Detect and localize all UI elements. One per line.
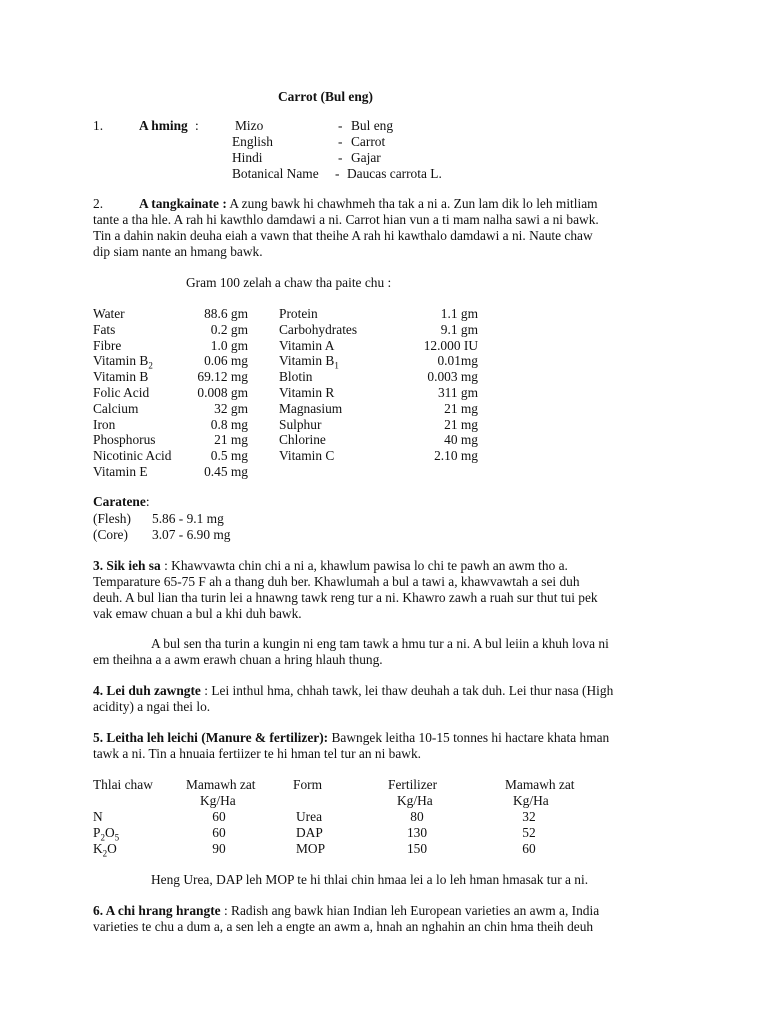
section-3-line: Temparature 65-75 F ah a thang duh ber. Khawlumah a bul a tawi a, khawvawtah a sei duh bbox=[93, 574, 580, 589]
subscript: 2 bbox=[148, 361, 153, 372]
caratene-key: (Core) bbox=[93, 527, 128, 542]
name-dash: - bbox=[338, 150, 343, 165]
name-value: Bul eng bbox=[351, 118, 394, 133]
nutrient-value: 0.06 mg bbox=[204, 353, 248, 369]
nutrient-label: Vitamin C bbox=[279, 448, 335, 464]
caratene-value: 5.86 - 9.1 mg bbox=[152, 511, 224, 526]
section-1-number: 1. bbox=[93, 118, 104, 133]
nutrient-name bbox=[93, 385, 149, 401]
caratene-key: (Flesh) bbox=[93, 511, 131, 526]
subscript: 1 bbox=[334, 361, 339, 372]
nutrient-name bbox=[279, 369, 312, 385]
nutrient-name bbox=[279, 385, 334, 401]
nutrient-value: 1.0 gm bbox=[210, 337, 248, 353]
fertilizer-requirement-2: 60 bbox=[522, 841, 536, 856]
nutrient-value: 21 mg bbox=[214, 432, 248, 448]
section-3-line: vak emaw chuan a bul a khi duh bawk. bbox=[93, 606, 302, 621]
nutrient-symbol: O bbox=[104, 825, 115, 840]
nutrient-symbol: O bbox=[107, 841, 117, 856]
section-2-text: A zung bawk hi chawhmeh tha tak a ni a. Zun lam dik lo leh mitliam bbox=[229, 196, 598, 211]
nutrient-label: Phosphorus bbox=[93, 432, 156, 448]
nutrient-name bbox=[93, 464, 148, 480]
fertilizer-note: Heng Urea, DAP leh MOP te hi thlai chin hmaa lei a lo leh hman hmasak tur a ni. bbox=[151, 872, 589, 887]
nutrient-value: 0.45 mg bbox=[204, 464, 248, 479]
nutrient-value: 311 gm bbox=[437, 385, 478, 400]
nutrient-value: 32 gm bbox=[214, 400, 248, 416]
section-2-first-line bbox=[139, 196, 598, 212]
nutrient-value: 21 mg bbox=[444, 416, 478, 432]
nutrient-name bbox=[93, 306, 125, 322]
fertilizer-header: Form bbox=[293, 777, 323, 792]
nutrient-label: Vitamin B bbox=[93, 369, 149, 385]
fertilizer-subheader: Kg/Ha bbox=[200, 793, 236, 808]
nutrient-label: Chlorine bbox=[279, 432, 326, 448]
nutrient-label: Water bbox=[93, 306, 125, 321]
caratene-heading-line: Caratene: bbox=[93, 494, 150, 509]
name-dash: - bbox=[338, 118, 343, 133]
name-key: Hindi bbox=[232, 150, 263, 165]
nutrient-label: Sulphur bbox=[279, 416, 322, 432]
nutrient-name bbox=[279, 448, 334, 464]
nutrient-value: 9.1 gm bbox=[440, 321, 478, 337]
subscript: 2 bbox=[102, 848, 108, 859]
nutrient-value: 88.6 gm bbox=[204, 306, 248, 321]
section-5-line: tawk a ni. Tin a hnuaia fertiizer te hi hman tel tur an ni bawk. bbox=[93, 746, 421, 761]
fertilizer-amount: 150 bbox=[406, 841, 428, 856]
nutrient-value: 12.000 IU bbox=[423, 337, 478, 353]
name-key: Mizo bbox=[235, 118, 264, 133]
nutrient-name bbox=[279, 338, 334, 354]
name-value: Daucas carrota L. bbox=[347, 166, 442, 181]
fertilizer-nutrient bbox=[93, 841, 117, 862]
nutrient-value: 69.12 mg bbox=[197, 369, 248, 385]
fertilizer-requirement: 60 bbox=[212, 825, 226, 840]
nutrient-label: Vitamin E bbox=[93, 464, 148, 479]
fertilizer-header: Thlai chaw bbox=[93, 777, 153, 792]
nutrient-value: 0.2 gm bbox=[210, 321, 248, 337]
nutrient-label: Fibre bbox=[93, 337, 122, 353]
nutrient-name bbox=[279, 417, 321, 433]
name-key: English bbox=[232, 134, 273, 149]
section-6-heading: 6. A chi hrang hrangte bbox=[93, 903, 221, 918]
nutrient-label: Fats bbox=[93, 321, 116, 337]
name-key: Botanical Name bbox=[232, 166, 319, 181]
fertilizer-header: Mamawh zat bbox=[186, 777, 256, 792]
nutrient-symbol: P bbox=[93, 825, 101, 840]
nutrient-name bbox=[279, 322, 357, 338]
nutrient-name bbox=[93, 401, 138, 417]
page-title: Carrot (Bul eng) bbox=[278, 89, 373, 104]
nutrient-name bbox=[93, 338, 121, 354]
section-2-line: Tin a dahin nakin deuha eiah a vawn that theihe A rah hi kawthalo damdawi a ni. Naute chaw bbox=[93, 228, 593, 243]
section-3-para2-line: A bul sen tha turin a kungin ni eng tam tawk a hmu tur a ni. A bul leiin a khuh lova ni bbox=[151, 636, 609, 651]
section-3-para2-line: em theihna a a awm erawh chuan a hring hlauh thung. bbox=[93, 652, 383, 667]
section-2-line: dip siam nante an hmang bawk. bbox=[93, 244, 263, 259]
section-3-first-line bbox=[93, 558, 568, 574]
nutrient-value: 1.1 gm bbox=[440, 306, 478, 321]
nutrient-label: Vitamin R bbox=[279, 385, 335, 400]
nutrient-label: Magnasium bbox=[279, 400, 343, 416]
section-6-line: varieties te chu a dum a, a sen leh a engte an awm a, hnah an nghahin an chin hma theih deuh bbox=[93, 919, 594, 934]
section-4-first-line bbox=[93, 683, 613, 699]
fertilizer-subheader: Kg/Ha bbox=[397, 793, 433, 808]
nutrient-value: 0.5 mg bbox=[210, 448, 248, 464]
section-4-text: : Lei inthul hma, chhah tawk, lei thaw deuhah a tak duh. Lei thur nasa (High bbox=[204, 683, 614, 698]
fertilizer-form: MOP bbox=[296, 841, 326, 856]
fertilizer-nutrient bbox=[93, 809, 103, 825]
nutrient-name bbox=[93, 432, 156, 448]
section-2-line: tante a tha hle. A rah hi kawthlo damdawi a ni. Carrot hian vun a ti mam nalha sawi a ni bawk. bbox=[93, 212, 599, 227]
nutrient-name bbox=[279, 306, 318, 322]
fertilizer-amount: 80 bbox=[410, 809, 424, 824]
nutrient-label: Vitamin B bbox=[93, 353, 149, 369]
section-1-colon: : bbox=[195, 118, 199, 133]
nutrient-label: Blotin bbox=[279, 369, 313, 385]
section-5-first-line bbox=[93, 730, 609, 746]
nutrient-name bbox=[93, 322, 115, 338]
section-1-heading: A hming bbox=[139, 118, 188, 133]
section-4-heading: 4. Lei duh zawngte bbox=[93, 683, 201, 698]
name-value: Gajar bbox=[351, 150, 381, 165]
name-value: Carrot bbox=[351, 134, 386, 149]
nutrient-name bbox=[93, 369, 148, 385]
section-3-text: : Khawvawta chin chi a ni a, khawlum pawisa lo chi te pawh an awm tho a. bbox=[164, 558, 568, 573]
nutrient-name bbox=[279, 432, 326, 448]
nutrient-label: Iron bbox=[93, 416, 116, 432]
nutrient-label: Calcium bbox=[93, 400, 139, 416]
fertilizer-requirement-2: 32 bbox=[522, 809, 536, 824]
fertilizer-header: Fertilizer bbox=[388, 777, 438, 792]
fertilizer-header: Mamawh zat bbox=[505, 777, 575, 792]
nutrient-value: 2.10 mg bbox=[434, 448, 478, 464]
section-6-text: : Radish ang bawk hian Indian leh European varieties an awm a, India bbox=[223, 903, 600, 918]
nutrient-label: Protein bbox=[279, 306, 318, 321]
caratene-value: 3.07 - 6.90 mg bbox=[152, 527, 231, 542]
fertilizer-subheader: Kg/Ha bbox=[513, 793, 549, 808]
nutrient-value: 0.003 mg bbox=[427, 369, 478, 385]
subscript: 5 bbox=[114, 832, 120, 843]
fertilizer-requirement: 90 bbox=[212, 841, 226, 856]
nutrient-label: Vitamin A bbox=[279, 337, 335, 353]
fertilizer-form: Urea bbox=[296, 809, 323, 824]
nutrient-label: Vitamin B bbox=[279, 353, 335, 369]
nutrient-label: Carbohydrates bbox=[279, 321, 358, 337]
nutrient-label: Nicotinic Acid bbox=[93, 448, 172, 464]
section-3-line: deuh. A bul lian tha turin lei a hnawng tawk reng tur a ni. Khawro zawh a ruah sur thut tui pek bbox=[93, 590, 598, 605]
nutrient-value: 21 mg bbox=[444, 400, 478, 416]
fertilizer-requirement: 60 bbox=[212, 809, 226, 824]
nutrient-value: 0.008 gm bbox=[197, 385, 248, 400]
section-2-heading: A tangkainate : bbox=[139, 196, 227, 211]
fertilizer-form: DAP bbox=[296, 825, 323, 840]
caratene-heading: Caratene bbox=[93, 494, 146, 509]
nutrient-name bbox=[93, 417, 115, 433]
fertilizer-requirement-2: 52 bbox=[522, 825, 536, 840]
section-6-first-line bbox=[93, 903, 599, 919]
fertilizer-amount: 130 bbox=[406, 825, 428, 840]
section-5-heading: 5. Leitha leh leichi (Manure & fertilizer): bbox=[93, 730, 329, 745]
nutrition-heading: Gram 100 zelah a chaw tha paite chu : bbox=[186, 275, 392, 290]
nutrient-value: 0.01mg bbox=[437, 353, 478, 369]
subscript: 2 bbox=[100, 832, 105, 843]
nutrient-symbol: K bbox=[93, 841, 103, 856]
name-dash: - bbox=[338, 134, 343, 149]
section-2-number: 2. bbox=[93, 196, 104, 211]
section-5-text: Bawngek leitha 10-15 tonnes hi hactare khata hman bbox=[328, 730, 610, 745]
nutrient-value: 40 mg bbox=[444, 432, 478, 448]
section-3-heading: 3. Sik ieh sa bbox=[93, 558, 161, 573]
nutrient-symbol: N bbox=[93, 809, 103, 824]
name-dash: - bbox=[335, 166, 340, 181]
nutrient-name bbox=[279, 401, 342, 417]
section-4-line: acidity) a ngai thei lo. bbox=[93, 699, 211, 714]
nutrient-value: 0.8 mg bbox=[210, 416, 248, 432]
nutrient-label: Folic Acid bbox=[93, 385, 150, 400]
